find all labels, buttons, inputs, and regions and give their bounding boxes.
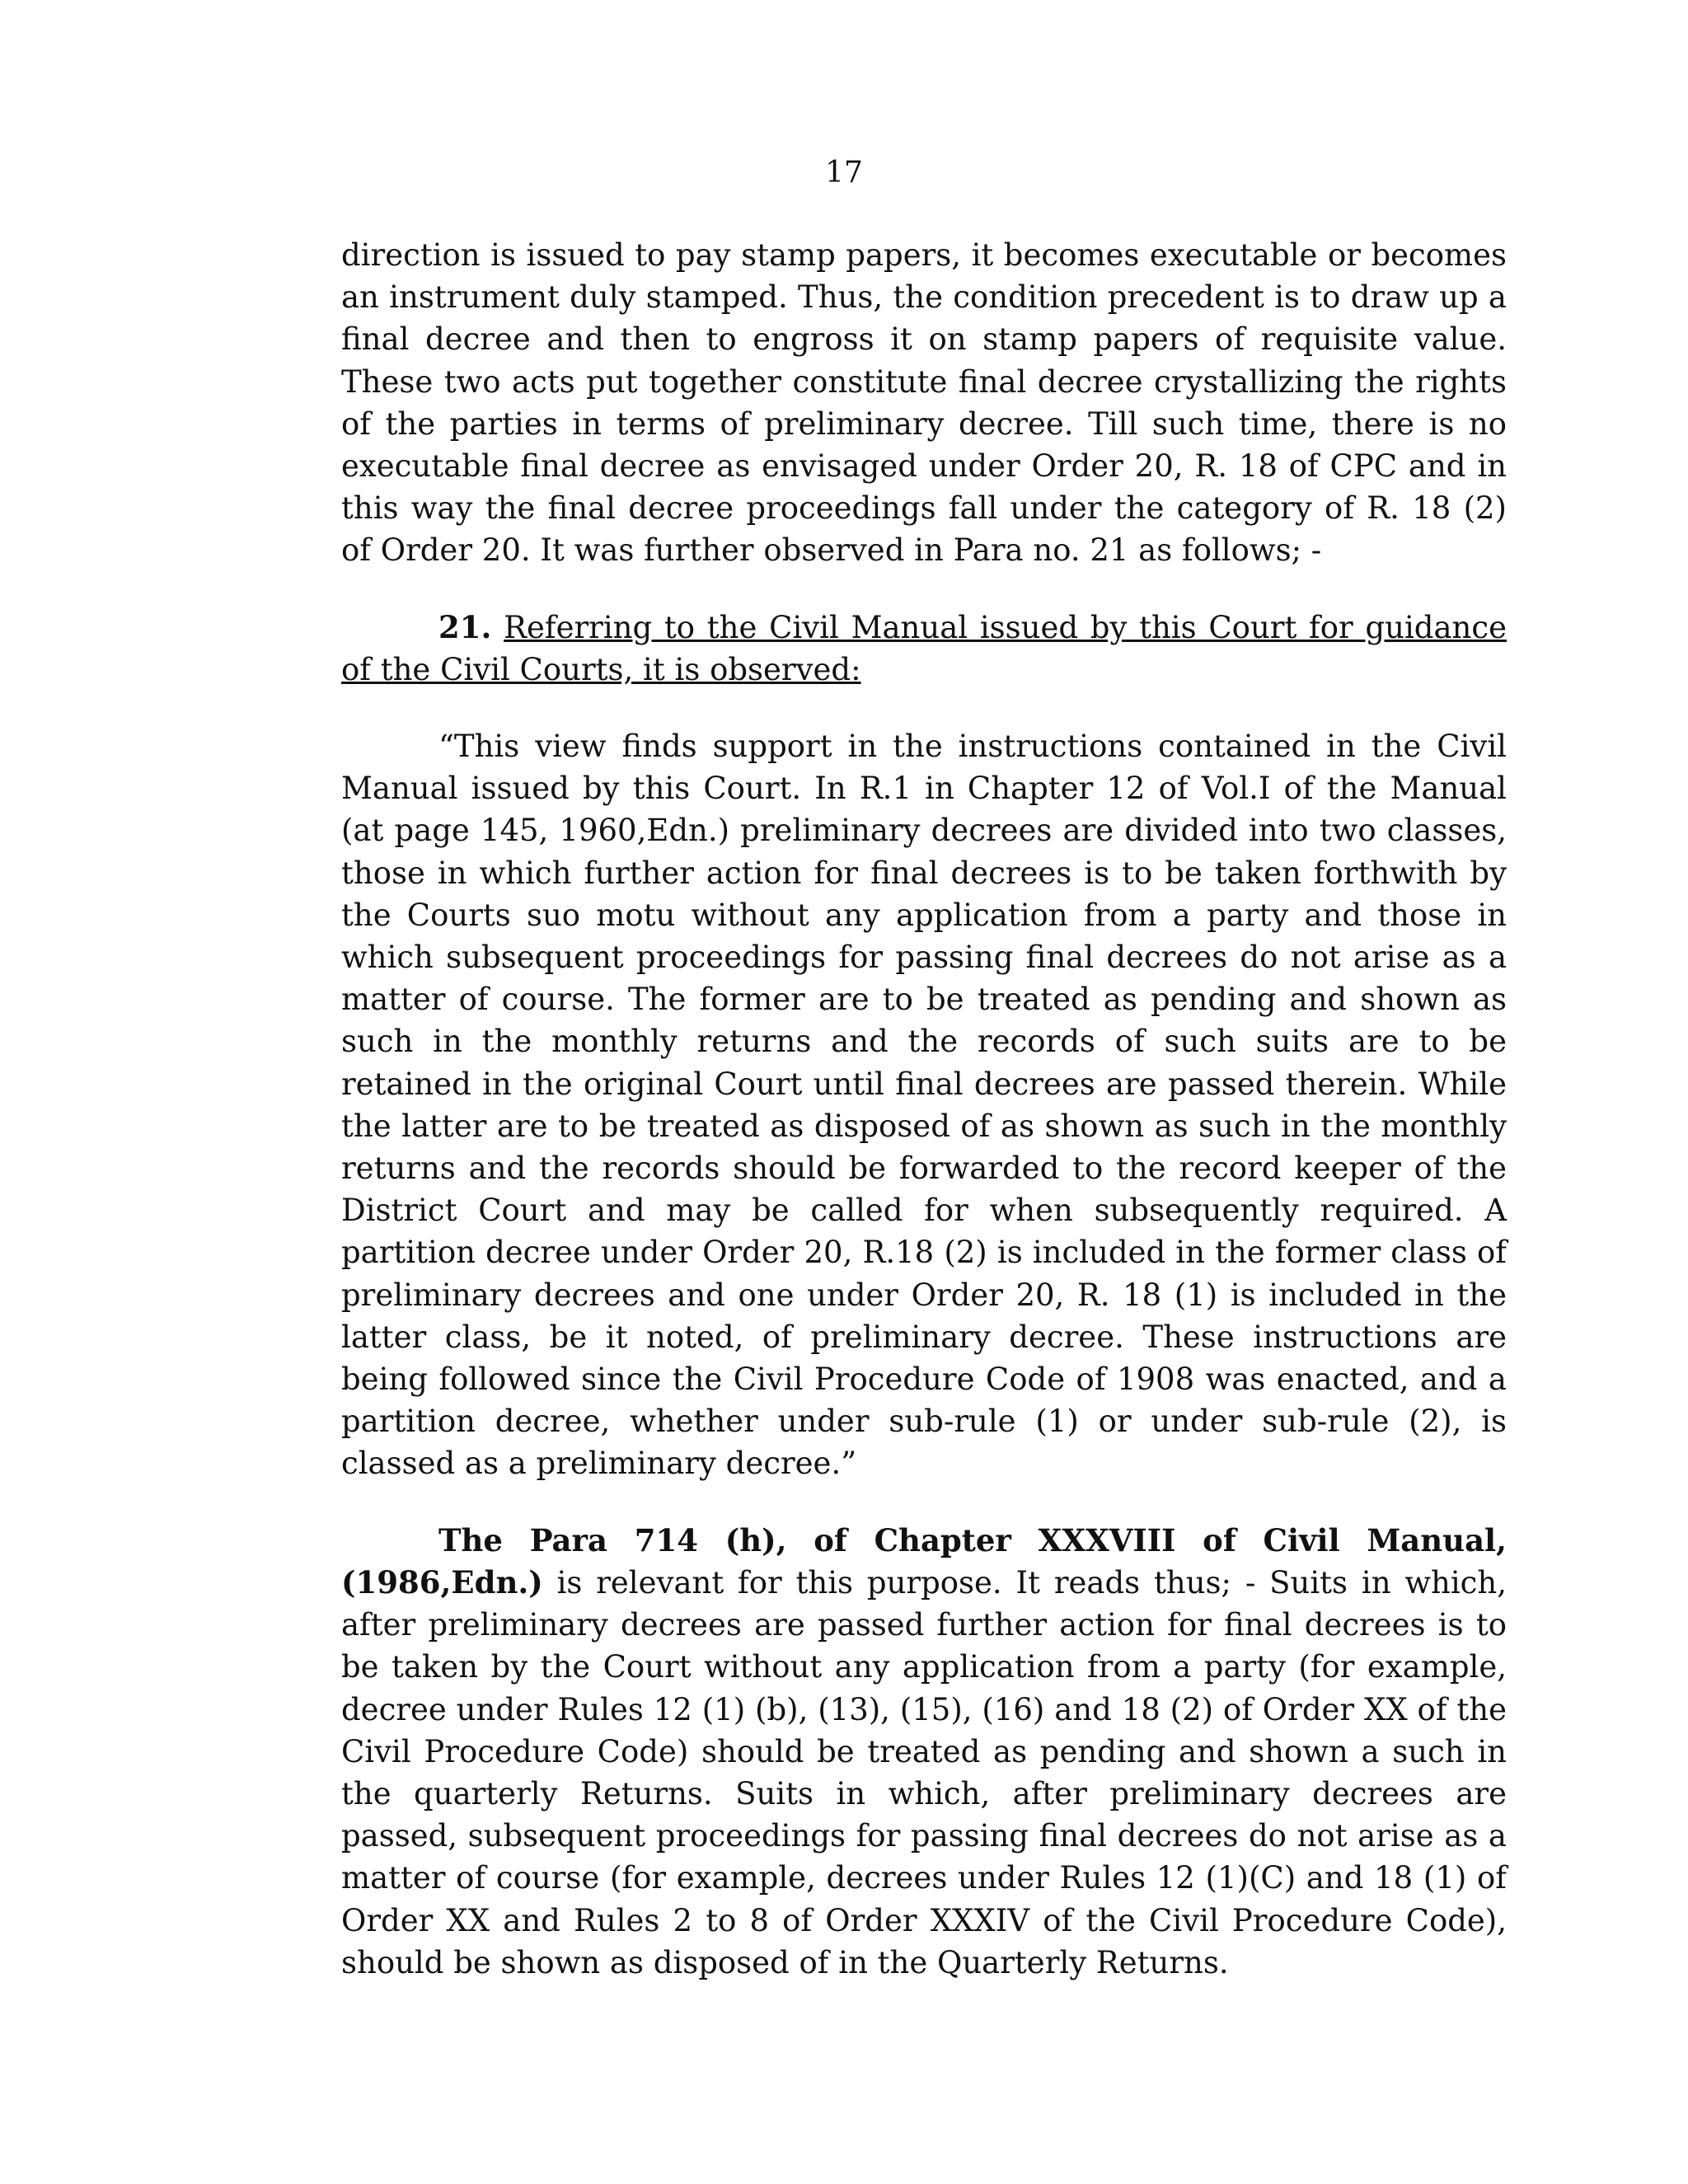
paragraph-civil-manual: [341, 1520, 1507, 1984]
quoted-paragraph: “This view finds support in the instructions contained in the Civil Manual issued by this Court. In R.1 in Chapter 12 of Vol.I of the Manual (at page 145, 1960,Edn.) preliminary decrees are divided into two classes, those in which further action for final decrees is to be taken forthwith by the Courts suo motu without any application from a party and those in which subsequent proceedings for passing final decrees do not arise as a matter of course. The former are to be treated as pending and shown as such in the monthly returns and the records of such suits are to be retained in the original Court until final decrees are passed therein. While the latter are to be treated as disposed of as shown as such in the monthly returns and the records should be forwarded to the record keeper of the District Court and may be called for when subsequently required. A partition decree under Order 20, R.18 (2) is included in the former class of preliminary decrees and one under Order 20, R. 18 (1) is included in the latter class, be it noted, of preliminary decree. These instructions are being followed since the Civil Procedure Code of 1908 was enacted, and a partition decree, whether under sub-rule (1) or under sub-rule (2), is classed as a preliminary decree.”: [341, 729, 1507, 1482]
paragraph-civil-manual-heading: The Para 714 (h), of Chapter XXXVIII of Civil Manual, (1986,Edn.): [341, 1521, 1507, 1601]
paragraph-civil-manual-text: is relevant for this purpose. It reads thus; - Suits in which, after preliminary decrees are passed further action for final decrees is to be taken by the Court without any application from a party (for example, decree under Rules 12 (1) (b), (13), (15), (16) and 18 (2) of Order XX of the Civil Procedure Code) should be treated as pending and shown a such in the quarterly Returns. Suits in which, after preliminary decrees are passed, subsequent proceedings for passing final decrees do not arise as a matter of course (for example, decrees under Rules 12 (1)(C) and 18 (1) of Order XX and Rules 2 to 8 of Order XXXIV of the Civil Procedure Code), should be shown as disposed of in the Quarterly Returns.: [341, 1564, 1507, 1980]
paragraph-21: [341, 607, 1507, 691]
paragraph-21-text: Referring to the Civil Manual issued by this Court for guidance of the Civil Courts, it is observed:: [341, 609, 1507, 687]
paragraph-21-number: 21.: [438, 608, 492, 645]
document-body: [341, 234, 1507, 1984]
page-number: 17: [825, 156, 863, 190]
paragraph-continuation: direction is issued to pay stamp papers, it becomes executable or becomes an instrument duly stamped. Thus, the condition precedent is to draw up a final decree and then to engross it on stamp papers of requisite value. These two acts put together constitute final decree crystallizing the rights of the parties in terms of preliminary decree. Till such time, there is no executable final decree as envisaged under Order 20, R. 18 of CPC and in this way the final decree proceedings fall under the category of R. 18 (2) of Order 20. It was further observed in Para no. 21 as follows; -: [341, 237, 1507, 569]
